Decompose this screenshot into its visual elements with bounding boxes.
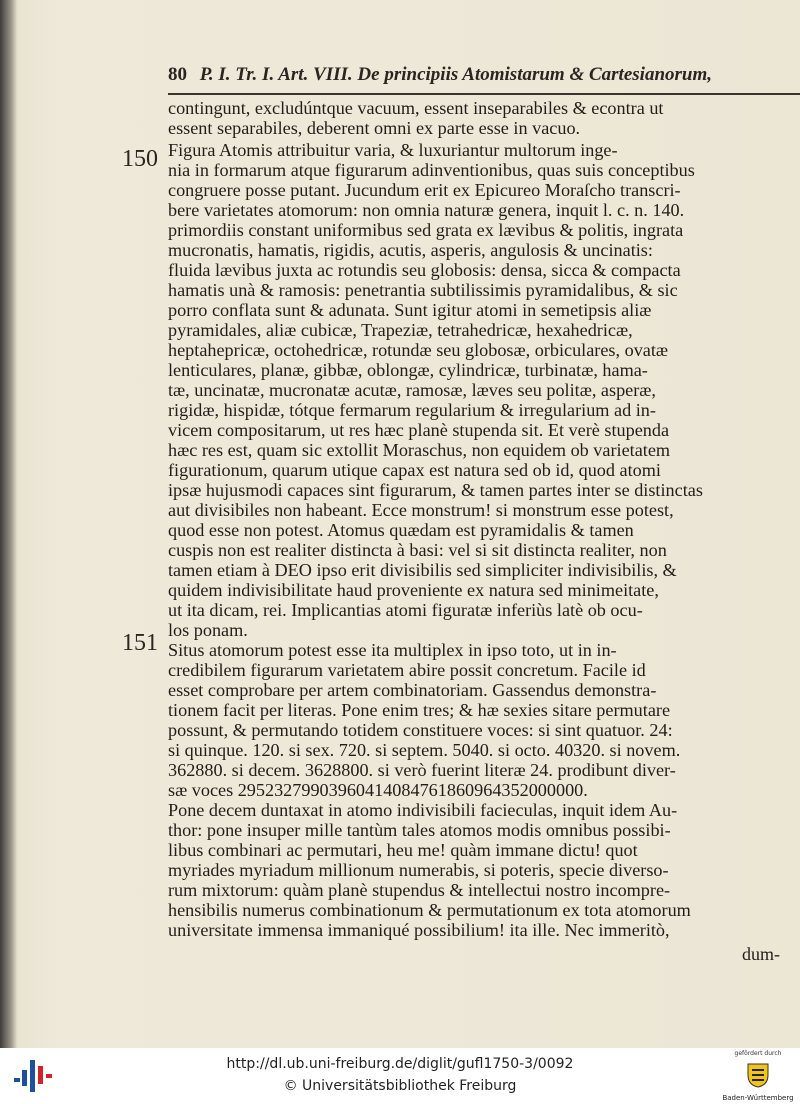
page-number: 80 [168,64,187,85]
book-page [26,0,800,1048]
text-line: essent separabiles, deberent omni ex parte esse in vacuo. [168,118,581,138]
text-line: figurationum, quarum utique capax est natura sed ob id, quod atomi [168,460,661,480]
text-line: quod esse non potest. Atomus quædam est pyramidalis & tamen [168,520,634,540]
text-line: rigidæ, hispidæ, tótque fermarum regularium & irregularium ad in- [168,400,656,420]
text-line: possunt, & permutando totidem constituere voces: si sint quatuor. 24: [168,720,673,740]
text-line: sæ voces 29523279903960414084761860964352000000. [168,780,588,800]
header-rule [168,93,800,95]
text-line: tamen etiam à DEO ipso erit divisibilis sed simpliciter indivisibilis, & [168,560,677,580]
coat-of-arms-icon [744,1061,772,1089]
text-line: 362880. si decem. 3628800. si verò fuerint literæ 24. prodibunt diver- [168,760,676,780]
text-line: vicem compositarum, ut res hæc planè stupenda sit. Et verè stupenda [168,420,670,440]
text-line: quidem indivisibilitate haud proveniente ex natura sed minimeitate, [168,580,659,600]
text-line: hæc res est, quam sic extollit Moraschus, non equidem ob varietatem [168,440,671,460]
text-line: aut divisibiles non habeant. Ecce monstrum! si monstrum esse potest, [168,500,674,520]
page-binding-edge [0,0,16,1048]
text-line: esset comprobare per artem combinatoriam. Gassendus demonstra- [168,680,657,700]
text-line: heptahepricæ, octohedricæ, rotundæ seu globosæ, orbiculares, ovatæ [168,340,669,360]
text-line: fluida lævibus juxta ac rotundis seu globosis: densa, sicca & compacta [168,260,681,280]
permalink-url[interactable]: http://dl.ub.uni-freiburg.de/diglit/gufl1750-3/0092 [226,1056,574,1072]
funded-by-label: gefördert durch [734,1050,782,1057]
text-line: universitate immensa immaniqué possibilium! ita ille. Nec immeritò, [168,920,670,940]
text-line: congruere posse putant. Jucundum erit ex Epicureo Moraſcho transcri- [168,180,681,200]
text-line: contingunt, excludúntque vacuum, essent inseparabiles & econtra ut [168,98,664,118]
text-line: pyramidales, aliæ cubicæ, Trapeziæ, tetrahedricæ, hexahedricæ, [168,320,633,340]
margin-number-151: 151 [122,630,158,656]
running-head [168,64,800,90]
running-head-title: P. I. Tr. I. Art. VIII. De principiis Atomistarum & Cartesianorum, [199,64,712,85]
funder-logo [722,1050,794,1102]
text-line: hamatis unà & ramosis: penetrantia subtilissimis pyramidalibus, & sic [168,280,678,300]
text-line: tæ, uncinatæ, mucronatæ acutæ, ramosæ, læves seu politæ, asperæ, [168,380,656,400]
text-line: myriades myriadum millionum numerabis, si poteris, specie diverso- [168,860,669,880]
text-line: thor: pone insuper mille tantùm tales atomos modis omnibus possibi- [168,820,671,840]
copyright-text: © Universitätsbibliothek Freiburg [283,1078,517,1094]
text-line: porro conflata sunt & adunata. Sunt igitur atomi in semetipsis aliæ [168,300,652,320]
text-line: Figura Atomis attribuitur varia, & luxuriantur multorum inge- [168,140,618,160]
text-line: lenticulares, planæ, gibbæ, oblongæ, cylindricæ, turbinatæ, hama- [168,360,648,380]
catchword: dum- [742,944,780,964]
text-line: ut ita dicam, rei. Implicantias atomi figuratæ inferiùs latè ob ocu- [168,600,643,620]
text-line: Situs atomorum potest esse ita multiplex in ipso toto, ut in in- [168,640,617,660]
text-line: libus combinari ac permutari, heu me! quàm immane dictu! quot [168,840,638,860]
text-line: hensibilis numerus combinationum & permutationum ex tota atomorum [168,900,691,920]
text-line: mucronatis, hamatis, rigidis, acutis, asperis, angulosis & uncinatis: [168,240,653,260]
text-line: ipsæ hujusmodi capaces sint figurarum, & tamen partes inter se distinctas [168,480,703,500]
text-line: tionem facit per literas. Pone enim tres; & hæ sexies sitare permutare [168,700,671,720]
text-line: cuspis non est realiter distincta à basi: vel si sit distincta realiter, non [168,540,667,560]
text-line: Pone decem duntaxat in atomo indivisibili facieculas, inquit idem Au- [168,800,678,820]
text-line: nia in formarum atque figurarum adinventionibus, quas suis conceptibus [168,160,695,180]
text-line: si quinque. 120. si sex. 720. si septem. 5040. si octo. 40320. si novem. [168,740,681,760]
viewer-footer [0,1048,800,1104]
text-line: rum mixtorum: quàm planè stupendus & intellectui nostro incompre- [168,880,671,900]
text-line: los ponam. [168,620,248,640]
text-line: primordiis constant uniformibus sed grata ex lævibus & politis, ingrata [168,220,684,240]
funder-name: Baden-Württemberg [722,1094,794,1102]
margin-number-150: 150 [122,146,158,172]
text-line: credibilem figurarum varietatem abire possit concretum. Facile id [168,660,646,680]
text-line: bere varietates atomorum: non omnia naturæ genera, inquit l. c. n. 140. [168,200,685,220]
